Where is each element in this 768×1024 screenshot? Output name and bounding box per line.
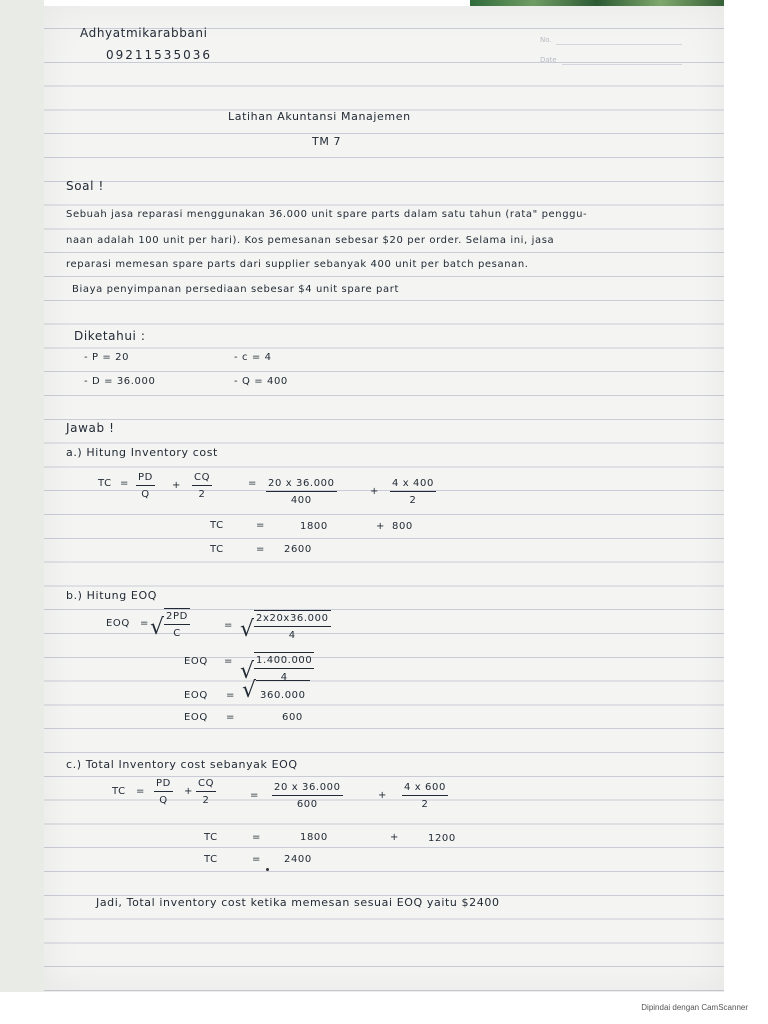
c-plus-1: + xyxy=(184,786,193,797)
b-eoq-label-3: EOQ xyxy=(184,690,208,701)
b-eoq-label-4: EOQ xyxy=(184,712,208,723)
a-eq-4: = xyxy=(256,544,265,555)
a-plus-2: + xyxy=(370,486,379,497)
soal-line-1: Sebuah jasa reparasi menggunakan 36.000 unit spare parts dalam satu tahun (rata" penggu- xyxy=(66,209,588,220)
b-eq-5: = xyxy=(226,712,235,723)
b-sqrt-formula: √ 2PD C xyxy=(150,608,190,639)
a-result-1800: 1800 xyxy=(300,521,328,532)
b-eq-1: = xyxy=(140,618,149,629)
known-c: - c = 4 xyxy=(234,352,272,363)
soal-line-4: Biaya penyimpanan persediaan sebesar $4 unit spare part xyxy=(72,284,399,295)
b-sqrt-values-1: √ 2x20x36.000 4 xyxy=(240,610,331,641)
conclusion-text: Jadi, Total inventory cost ketika memesan sesuai EOQ yaitu $2400 xyxy=(96,896,500,909)
c-eq-3: = xyxy=(252,832,261,843)
c-tc-label-3: TC xyxy=(204,854,218,865)
c-tc-label: TC xyxy=(112,786,126,797)
b-eq-4: = xyxy=(226,690,235,701)
jawab-heading: Jawab ! xyxy=(66,421,115,435)
a-tc-label-2: TC xyxy=(210,520,224,531)
date-label: Date xyxy=(540,56,557,64)
soal-line-2: naan adalah 100 unit per hari). Kos pemesanan sebesar $20 per order. Selama ini, jasa xyxy=(66,235,555,246)
soal-heading: Soal ! xyxy=(66,179,104,193)
no-label: No. xyxy=(540,36,552,44)
b-eoq-label-1: EOQ xyxy=(106,618,130,629)
part-a-title: a.) Hitung Inventory cost xyxy=(66,446,218,459)
no-line xyxy=(556,44,682,45)
b-sqrt-values-3: √ 360.000 xyxy=(242,680,310,702)
a-eq-1: = xyxy=(120,478,129,489)
a-fraction-pd-q: PD Q xyxy=(138,472,153,500)
a-fraction-values-2: 4 x 400 2 xyxy=(392,478,434,506)
c-plus-2: + xyxy=(378,790,387,801)
a-fraction-values-1: 20 x 36.000 400 xyxy=(268,478,335,506)
c-result-1800: 1800 xyxy=(300,832,328,843)
a-plus-3: + xyxy=(376,521,385,532)
c-fraction-values-1: 20 x 36.000 600 xyxy=(274,782,341,810)
soal-line-3: reparasi memesan spare parts dari supplier sebanyak 400 unit per batch pesanan. xyxy=(66,259,529,270)
a-result-800: 800 xyxy=(392,521,413,532)
c-fraction-pd-q: PD Q xyxy=(156,778,171,806)
ink-dot xyxy=(266,868,269,871)
page-title: Latihan Akuntansi Manajemen xyxy=(228,110,411,123)
date-line xyxy=(562,64,682,65)
diketahui-heading: Diketahui : xyxy=(74,329,146,343)
c-plus-3: + xyxy=(390,832,399,843)
page-subtitle: TM 7 xyxy=(312,135,342,148)
b-eoq-label-2: EOQ xyxy=(184,656,208,667)
c-total: 2400 xyxy=(284,854,312,865)
c-fraction-cq-2: CQ 2 xyxy=(198,778,215,806)
c-result-1200: 1200 xyxy=(428,833,456,844)
b-sqrt-values-2: √ 1.400.000 4 xyxy=(240,652,314,683)
part-b-title: b.) Hitung EOQ xyxy=(66,589,157,602)
scanner-watermark: Dipindai dengan CamScanner xyxy=(641,1003,748,1012)
scan-background-left xyxy=(0,0,44,992)
a-plus-1: + xyxy=(172,480,181,491)
known-p: - P = 20 xyxy=(84,352,130,363)
c-tc-label-2: TC xyxy=(204,832,218,843)
known-d: - D = 36.000 xyxy=(84,376,156,387)
student-name: Adhyatmikarabbani xyxy=(80,26,208,40)
b-eoq-result: 600 xyxy=(282,712,303,723)
a-eq-3: = xyxy=(256,520,265,531)
known-q: - Q = 400 xyxy=(234,376,288,387)
a-tc-label-3: TC xyxy=(210,544,224,555)
student-id: 09211535036 xyxy=(106,48,212,62)
part-c-title: c.) Total Inventory cost sebanyak EOQ xyxy=(66,758,298,771)
c-eq-2: = xyxy=(250,790,259,801)
a-tc-label: TC xyxy=(98,478,112,489)
b-eq-2: = xyxy=(224,620,233,631)
a-fraction-cq-2: CQ 2 xyxy=(194,472,211,500)
c-eq-4: = xyxy=(252,854,261,865)
c-eq-1: = xyxy=(136,786,145,797)
c-fraction-values-2: 4 x 600 2 xyxy=(404,782,446,810)
b-eq-3: = xyxy=(224,656,233,667)
a-total: 2600 xyxy=(284,544,312,555)
notebook-page xyxy=(44,6,724,992)
a-eq-2: = xyxy=(248,478,257,489)
